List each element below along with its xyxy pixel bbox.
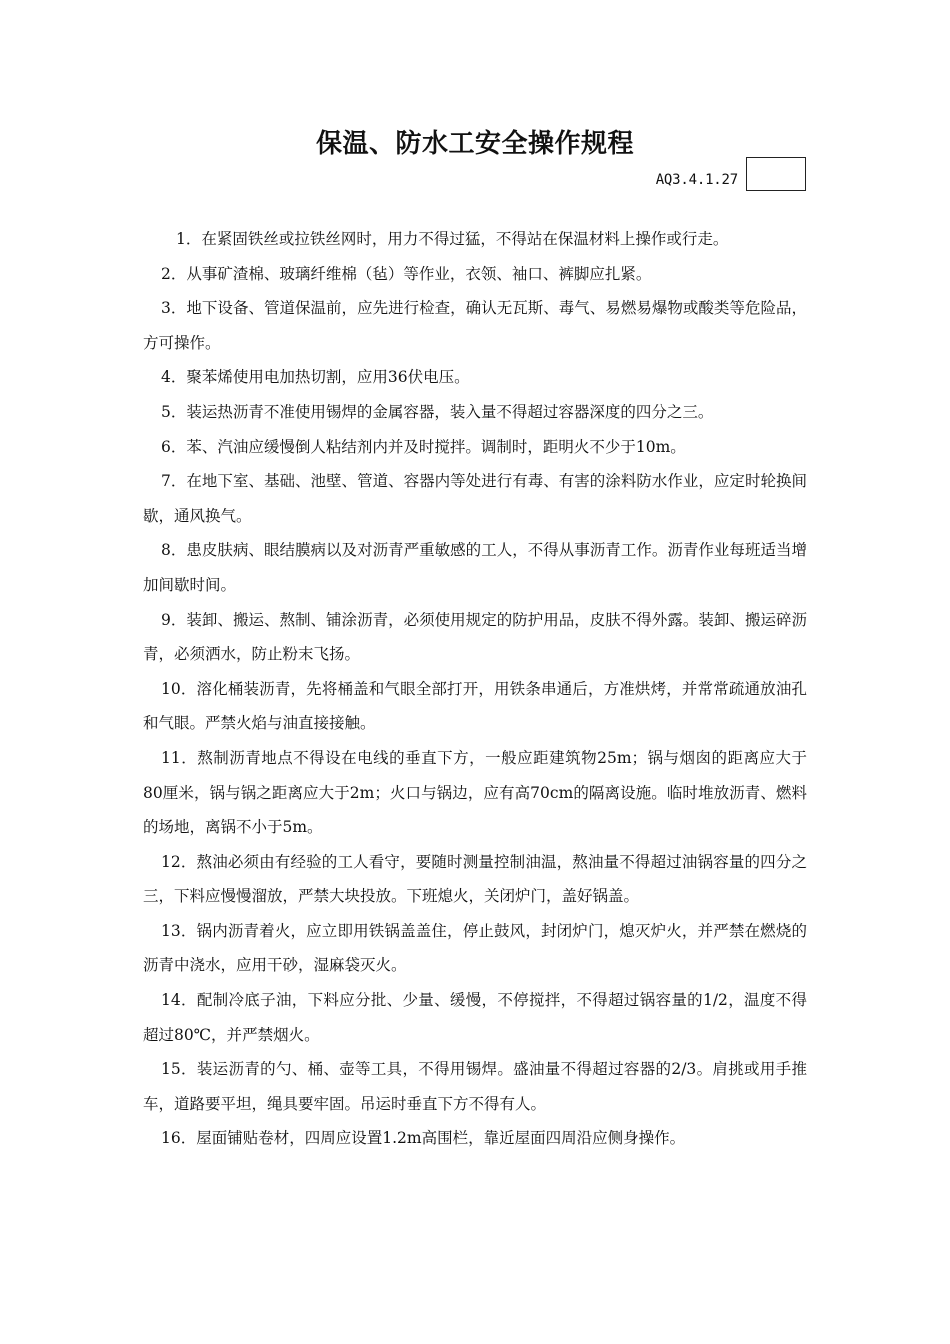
rule-number: 13． — [161, 921, 197, 940]
rule-number: 2． — [161, 264, 187, 283]
document-code: AQ3.4.1.27 — [655, 172, 738, 188]
code-box — [746, 157, 806, 191]
rule-number: 4． — [161, 368, 187, 387]
rule-item — [143, 672, 807, 741]
rule-item — [143, 603, 807, 672]
rule-text: 患皮肤病、眼结膜病以及对沥青严重敏感的工人，不得从事沥青工作。沥青作业每班适当增加间歇时间。 — [143, 541, 807, 594]
rule-number: 1． — [176, 230, 202, 248]
rule-number: 5． — [161, 402, 187, 421]
rule-item — [143, 360, 807, 395]
document-code-row — [600, 157, 806, 191]
rule-item — [143, 741, 807, 845]
rule-item — [143, 914, 807, 983]
rule-text: 在地下室、基础、池壁、管道、容器内等处进行有毒、有害的涂料防水作业，应定时轮换间歇，通风换气。 — [143, 472, 807, 525]
rule-text: 屋面铺贴卷材，四周应设置1.2m高围栏，靠近屋面四周沿应侧身操作。 — [196, 1129, 686, 1148]
rule-text: 装运热沥青不准使用锡焊的金属容器，装入量不得超过容器深度的四分之三。 — [186, 402, 714, 421]
rule-text: 熬油必须由有经验的工人看守，要随时测量控制油温，熬油量不得超过油锅容量的四分之三，下料应慢慢溜放，严禁大块投放。下班熄火，关闭炉门，盖好锅盖。 — [143, 852, 807, 906]
rule-item — [143, 1121, 807, 1156]
rule-item — [143, 533, 807, 602]
page-title: 保温、防水工安全操作规程 — [315, 129, 634, 159]
rule-number: 10． — [161, 679, 197, 698]
rule-number: 9． — [161, 610, 187, 629]
rule-number: 12． — [161, 852, 197, 871]
rule-number: 7． — [161, 472, 187, 491]
rule-item — [143, 983, 807, 1052]
rule-number: 15． — [161, 1060, 197, 1079]
rule-item — [143, 291, 807, 360]
rule-number: 3． — [161, 299, 187, 318]
rule-number: 6． — [161, 437, 187, 456]
rule-text: 锅内沥青着火，应立即用铁锅盖盖住，停止鼓风，封闭炉门，熄灭炉火，并严禁在燃烧的沥青中浇水，应用干砂，湿麻袋灭火。 — [143, 921, 807, 975]
rule-item — [143, 222, 807, 257]
rule-text: 从事矿渣棉、玻璃纤维棉（毡）等作业，衣领、袖口、裤脚应扎紧。 — [186, 264, 652, 283]
rule-text: 地下设备、管道保温前，应先进行检查，确认无瓦斯、毒气、易燃易爆物或酸类等危险品，方可操作。 — [143, 299, 807, 352]
rule-text: 在紧固铁丝或拉铁丝网时，用力不得过猛，不得站在保温材料上操作或行走。 — [201, 230, 729, 248]
rule-text: 装卸、搬运、熬制、铺涂沥青，必须使用规定的防护用品，皮肤不得外露。装卸、搬运碎沥青，必须洒水，防止粉末飞扬。 — [143, 610, 807, 664]
rule-item — [143, 257, 807, 292]
rules-list — [143, 222, 807, 1156]
rule-text: 聚苯烯使用电加热切割，应用36伏电压。 — [186, 368, 470, 387]
rule-number: 16． — [161, 1129, 197, 1148]
rule-number: 14． — [161, 991, 197, 1010]
rule-text: 溶化桶装沥青，先将桶盖和气眼全部打开，用铁条串通后，方准烘烤，并常常疏通放油孔和气眼。严禁火焰与油直接接触。 — [143, 679, 807, 733]
rule-item — [143, 1052, 807, 1121]
rule-item — [143, 845, 807, 914]
rule-text: 熬制沥青地点不得设在电线的垂直下方，一般应距建筑物25m；锅与烟囱的距离应大于80厘米，锅与锅之距离应大于2m；火口与锅边，应有高70cm的隔离设施。临时堆放沥青、燃料的场地，离锅不小于5m。 — [143, 748, 807, 837]
rule-text: 装运沥青的勺、桶、壶等工具，不得用锡焊。盛油量不得超过容器的2/3。肩挑或用手推车，道路要平坦，绳具要牢固。吊运时垂直下方不得有人。 — [143, 1060, 807, 1113]
rule-item — [143, 464, 807, 533]
rule-text: 苯、汽油应缓慢倒人粘结剂内并及时搅拌。调制时，距明火不少于10m。 — [186, 437, 686, 456]
rule-item — [143, 395, 807, 430]
rule-number: 11． — [161, 748, 198, 767]
rule-text: 配制冷底子油，下料应分批、少量、缓慢，不停搅拌，不得超过锅容量的1/2，温度不得超过80℃，并严禁烟火。 — [143, 991, 807, 1044]
rule-item — [143, 430, 807, 465]
rule-number: 8． — [161, 541, 187, 560]
